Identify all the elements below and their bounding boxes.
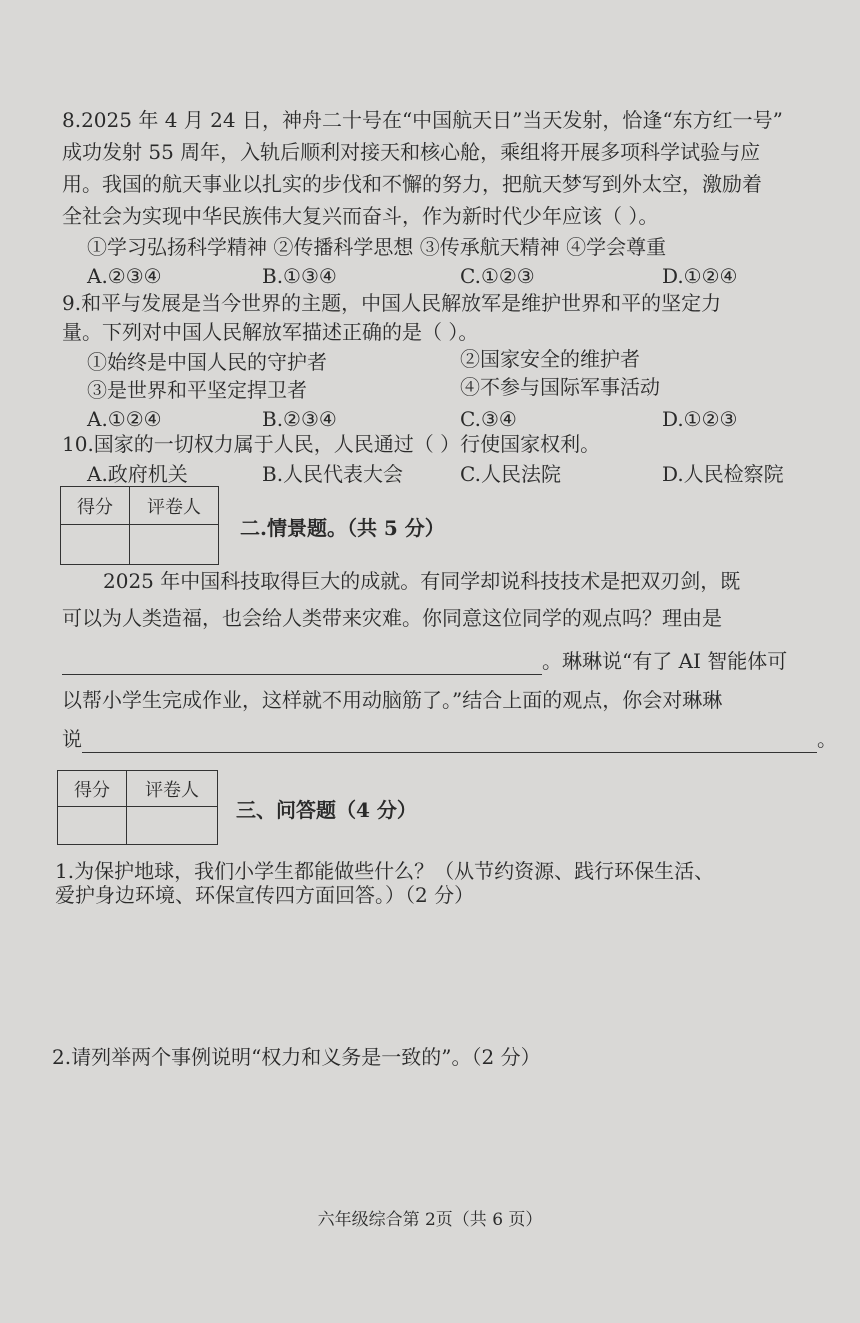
- score-header: 得分: [58, 771, 127, 807]
- section-2-line-5: [62, 725, 837, 753]
- q9-statement-2: ②国家安全的维护者: [460, 347, 640, 371]
- q9-statement-4: ④不参与国际军事活动: [460, 375, 660, 399]
- section-3-q2: 2.请列举两个事例说明“权力和义务是一致的”。（2 分）: [52, 1045, 541, 1069]
- section-2-line-1: 2025 年中国科技取得巨大的成就。有同学却说科技技术是把双刃剑，既: [103, 569, 741, 593]
- q8-option-b: B.①③④: [262, 264, 337, 288]
- q10-line: 10.国家的一切权力属于人民，人民通过（ ）行使国家权利。: [62, 432, 601, 456]
- section-2-line-4: 以帮小学生完成作业，这样就不用动脑筋了。”结合上面的观点，你会对琳琳: [62, 688, 723, 712]
- section-2-line-5-head: 说: [62, 727, 82, 751]
- grader-header: 评卷人: [130, 487, 219, 525]
- q9-line-2: 量。下列对中国人民解放军描述正确的是（ ）。: [62, 320, 479, 344]
- q9-statement-1: ①始终是中国人民的守护者: [87, 350, 327, 374]
- score-header: 得分: [61, 487, 130, 525]
- q10-option-c: C.人民法院: [460, 462, 561, 486]
- q9-option-b: B.②③④: [262, 407, 337, 431]
- grader-cell[interactable]: [127, 807, 218, 845]
- q8-line-4: 全社会为实现中华民族伟大复兴而奋斗，作为新时代少年应该（ ）。: [62, 204, 659, 228]
- q9-statement-3: ③是世界和平坚定捍卫者: [87, 378, 307, 402]
- q8-statements: ①学习弘扬科学精神 ②传播科学思想 ③传承航天精神 ④学会尊重: [87, 235, 667, 259]
- q10-option-d: D.人民检察院: [662, 462, 784, 486]
- section-2-title: 二.情景题。（共 5 分）: [240, 516, 445, 540]
- section-3-q1-line-1: 1.为保护地球，我们小学生都能做些什么？（从节约资源、践行环保生活、: [55, 859, 715, 883]
- section-2-line-2: 可以为人类造福，也会给人类带来灾难。你同意这位同学的观点吗？理由是: [62, 606, 722, 630]
- section-3-title: 三、问答题（4 分）: [236, 798, 417, 822]
- page-footer: 六年级综合第 2页（共 6 页）: [317, 1210, 543, 1230]
- section-2-line-5-tail: 。: [817, 727, 837, 751]
- grader-header: 评卷人: [127, 771, 218, 807]
- grader-cell[interactable]: [130, 525, 219, 565]
- section-3-q1-line-2: 爱护身边环境、环保宣传四方面回答。）（2 分）: [55, 883, 475, 907]
- q9-option-a: A.①②④: [87, 407, 162, 431]
- answer-blank-reply[interactable]: [82, 730, 817, 753]
- q9-option-c: C.③④: [460, 407, 517, 431]
- q10-option-b: B.人民代表大会: [262, 462, 404, 486]
- score-cell[interactable]: [61, 525, 130, 565]
- score-table-section-2: [60, 486, 219, 565]
- q8-line-3: 用。我国的航天事业以扎实的步伐和不懈的努力，把航天梦写到外太空，激励着: [62, 172, 762, 196]
- q8-option-a: A.②③④: [87, 264, 162, 288]
- q8-line-2: 成功发射 55 周年，入轨后顺利对接天和核心舱，乘组将开展多项科学试验与应: [62, 140, 761, 164]
- q8-option-d: D.①②④: [662, 264, 738, 288]
- q9-line-1: 9.和平与发展是当今世界的主题，中国人民解放军是维护世界和平的坚定力: [62, 291, 722, 315]
- score-table-section-3: [57, 770, 218, 845]
- section-2-line-3-text: 。琳琳说“有了 AI 智能体可: [542, 649, 788, 673]
- q9-option-d: D.①②③: [662, 407, 738, 431]
- section-2-line-3: [62, 647, 787, 675]
- q8-line-1: 8.2025 年 4 月 24 日，神舟二十号在“中国航天日”当天发射，恰逢“东方红一号”: [62, 108, 783, 132]
- answer-blank-reason[interactable]: [62, 652, 542, 675]
- q10-option-a: A.政府机关: [87, 462, 188, 486]
- score-cell[interactable]: [58, 807, 127, 845]
- q8-option-c: C.①②③: [460, 264, 535, 288]
